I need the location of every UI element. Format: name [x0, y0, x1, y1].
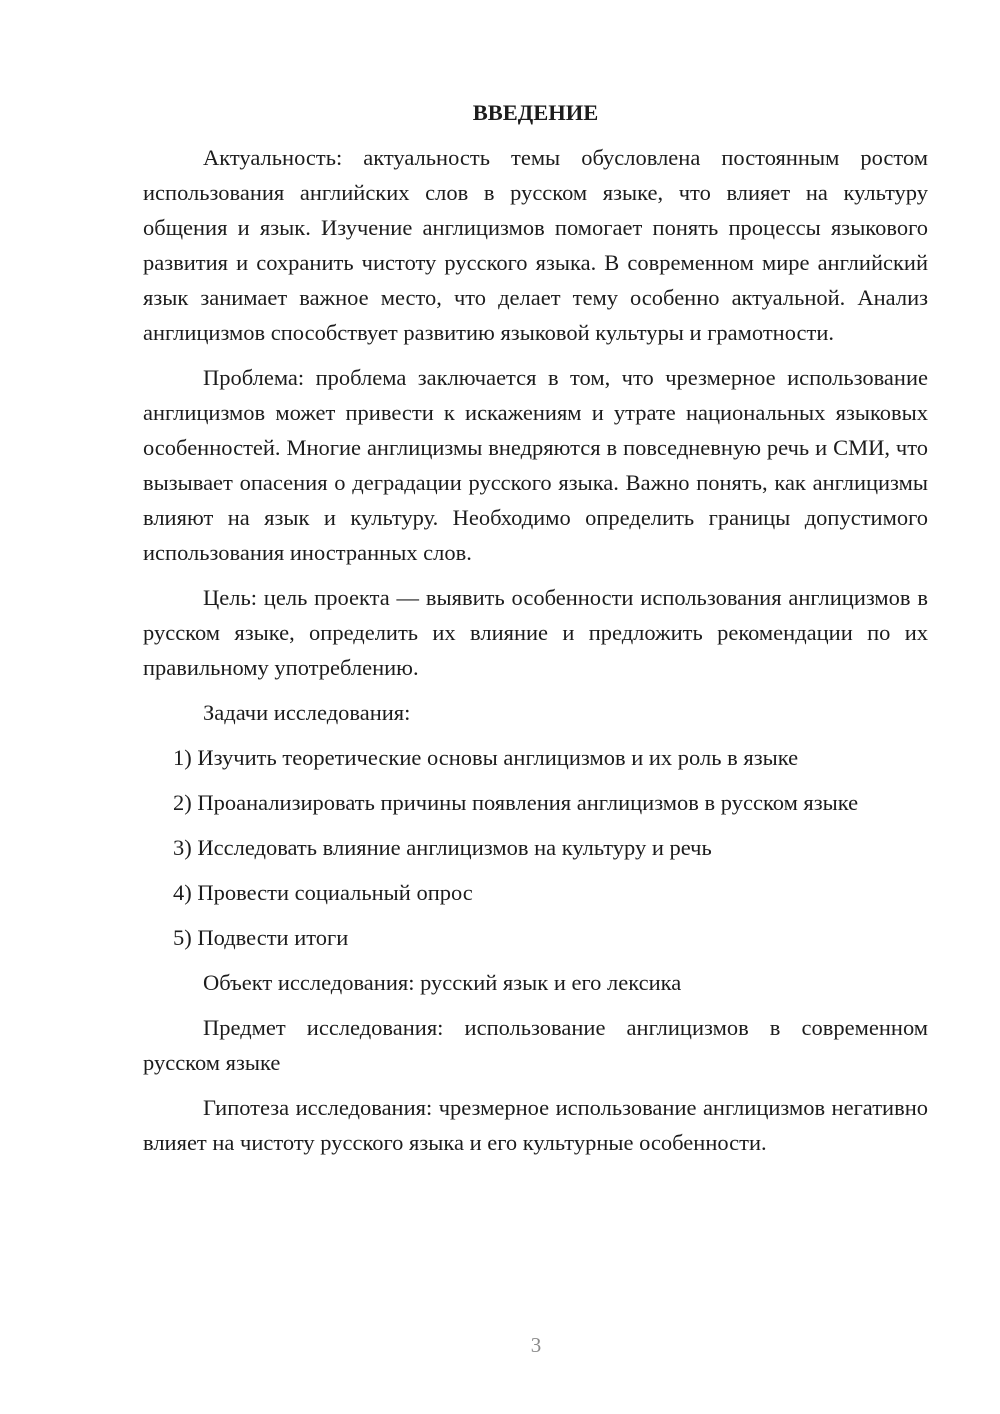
- task-item: 2) Проанализировать причины появления англицизмов в русском языке: [173, 790, 859, 815]
- tasks-list: [143, 740, 928, 955]
- research-hypothesis: Гипотеза исследования: чрезмерное использование англицизмов негативно влияет на чистоту русского языка и его культурные особенности.: [143, 1095, 928, 1155]
- page-content: [143, 95, 928, 1170]
- task-item: 1) Изучить теоретические основы англицизмов и их роль в языке: [173, 745, 799, 770]
- tasks-heading: Задачи исследования:: [203, 700, 411, 725]
- task-item: 3) Исследовать влияние англицизмов на культуру и речь: [173, 835, 712, 860]
- research-object: Объект исследования: русский язык и его лексика: [203, 970, 682, 995]
- goal-paragraph: Цель: цель проекта — выявить особенности использования англицизмов в русском языке, определить их влияние и предложить рекомендации по их правильному употреблению.: [143, 585, 928, 680]
- task-item: 5) Подвести итоги: [173, 925, 349, 950]
- relevance-paragraph: Актуальность: актуальность темы обусловлена постоянным ростом использования английских слов в русском языке, что влияет на культуру общения и язык. Изучение англицизмов помогает понять процессы языкового развития и сохранить чистоту русского языка. В современном мире английский язык занимает важное место, что делает тему особенно актуальной. Анализ англицизмов способствует развитию языковой культуры и грамотности.: [143, 145, 928, 345]
- research-subject: Предмет исследования: использование англицизмов в современном русском языке: [143, 1015, 928, 1075]
- task-item: 4) Провести социальный опрос: [173, 880, 473, 905]
- page-number: 3: [530, 1333, 542, 1357]
- page-title: ВВЕДЕНИЕ: [472, 100, 599, 125]
- problem-paragraph: Проблема: проблема заключается в том, что чрезмерное использование англицизмов может привести к искажениям и утрате национальных языковых особенностей. Многие англицизмы внедряются в повседневную речь и СМИ, что вызывает опасения о деградации русского языка. Важно понять, как англицизмы влияют на язык и культуру. Необходимо определить границы допустимого использования иностранных слов.: [143, 365, 928, 565]
